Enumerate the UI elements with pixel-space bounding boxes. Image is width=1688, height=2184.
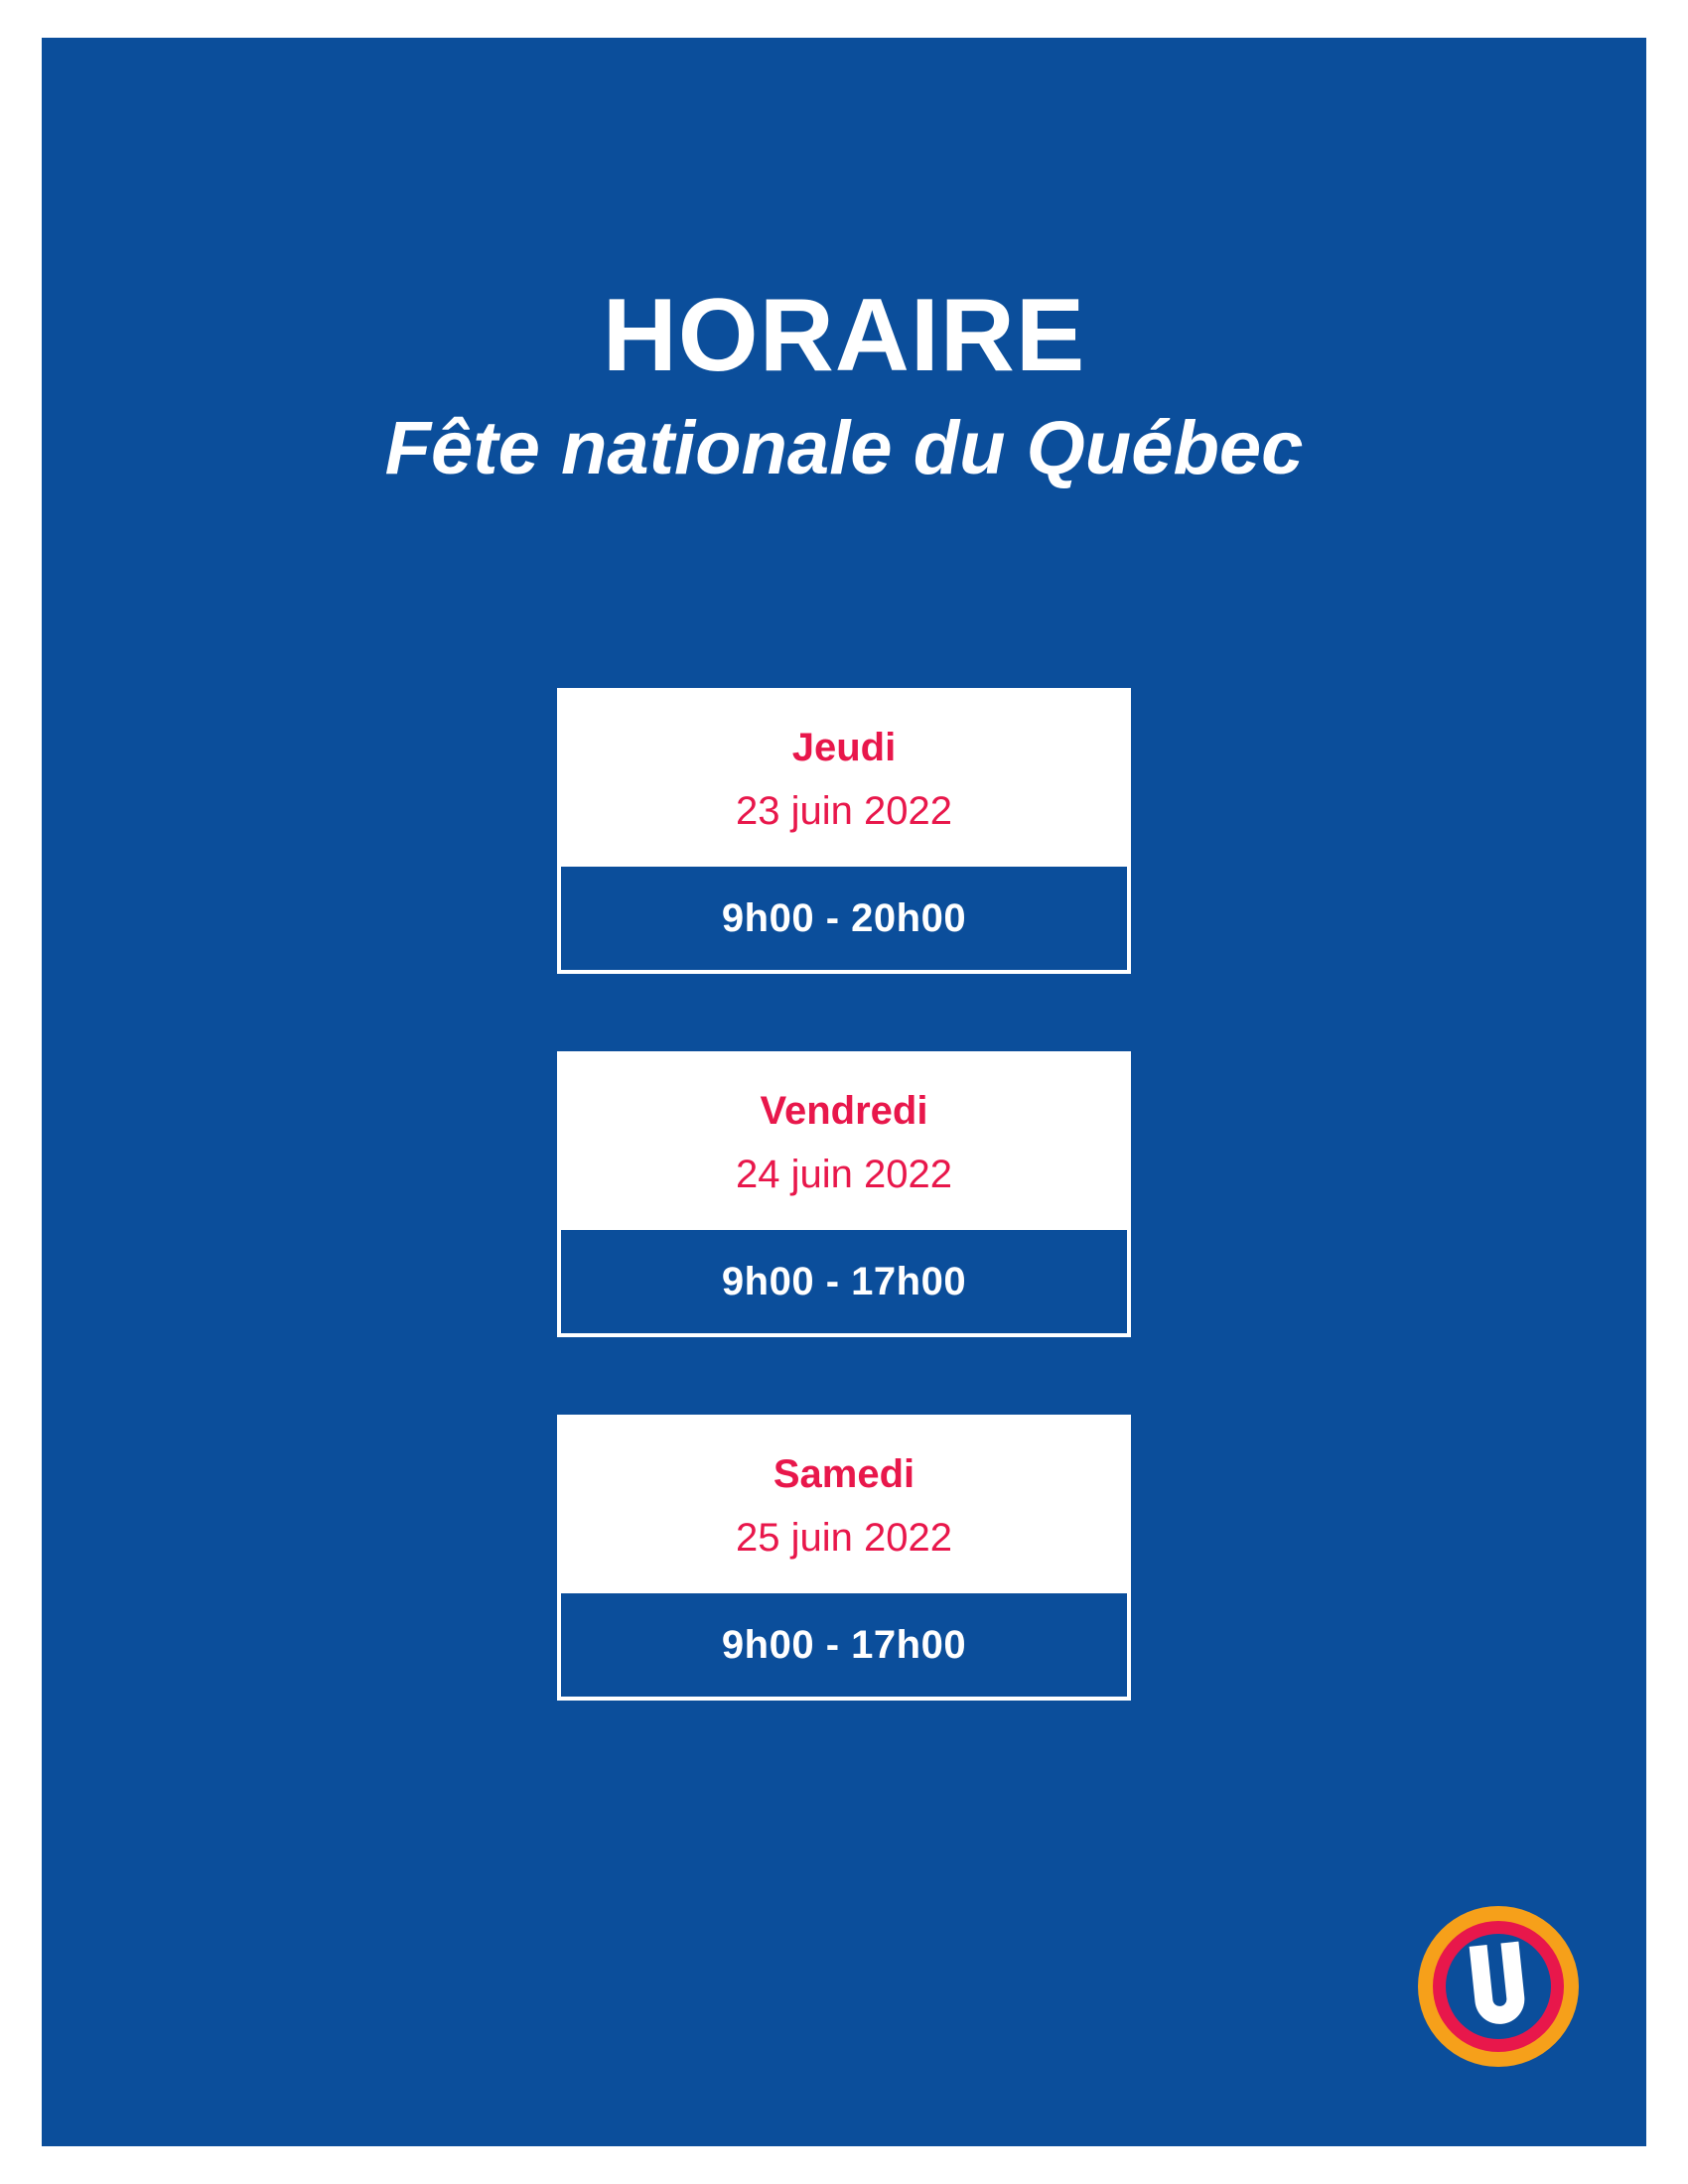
schedule-hours: 9h00 - 17h00	[721, 1623, 967, 1667]
schedule-card	[557, 688, 1131, 974]
schedule-card-hours-band	[561, 1589, 1127, 1697]
schedule-date: 25 juin 2022	[736, 1516, 952, 1560]
schedule-hours: 9h00 - 20h00	[721, 896, 967, 940]
schedule-day: Vendredi	[760, 1089, 928, 1133]
schedule-card-hours-band	[561, 863, 1127, 970]
schedule-card-hours-band	[561, 1226, 1127, 1333]
schedule-day: Samedi	[773, 1452, 915, 1496]
schedule-hours: 9h00 - 17h00	[721, 1260, 967, 1303]
schedule-date: 24 juin 2022	[736, 1153, 952, 1196]
poster-canvas	[42, 38, 1646, 2146]
page-subtitle: Fête nationale du Québec	[384, 406, 1304, 490]
schedule-day: Jeudi	[791, 726, 897, 769]
title-block	[42, 278, 1646, 490]
schedule-card	[557, 1415, 1131, 1701]
schedule-list	[42, 688, 1646, 1778]
schedule-card	[557, 1051, 1131, 1337]
page-title: HORAIRE	[602, 278, 1086, 393]
u-logo	[1416, 1904, 1581, 2069]
schedule-card-header	[561, 1419, 1127, 1589]
schedule-card-header	[561, 1055, 1127, 1226]
schedule-card-header	[561, 692, 1127, 863]
schedule-date: 23 juin 2022	[736, 789, 952, 833]
